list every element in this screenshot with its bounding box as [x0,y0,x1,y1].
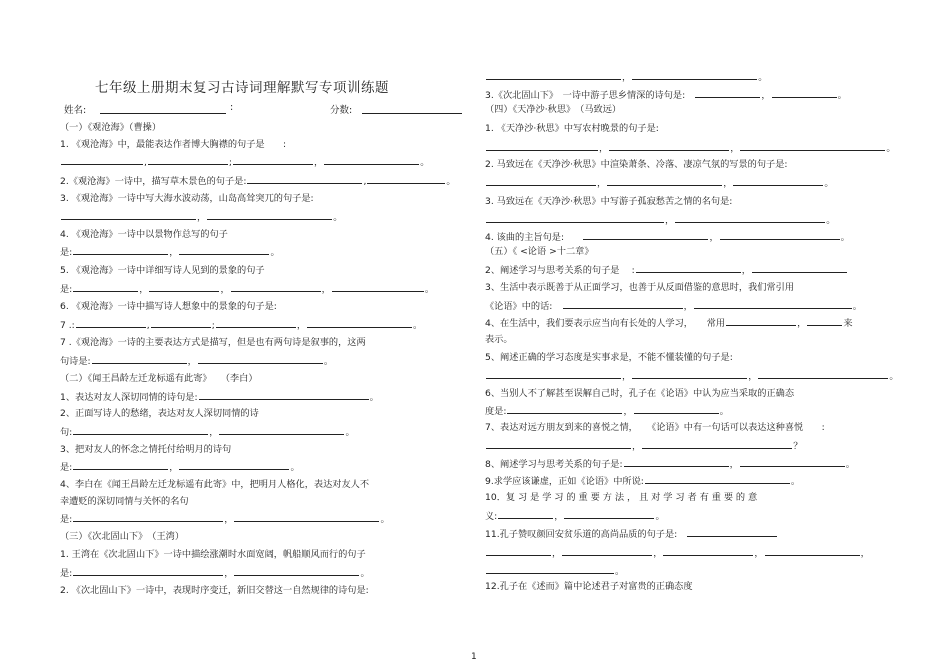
question-text: 。 [413,320,423,331]
answer-blank[interactable] [624,457,729,467]
answer-blank[interactable] [634,404,719,414]
question-text: 11.孔子赞叹颜回安贫乐道的高尚品质的句子是: [485,529,687,540]
question-text: 。 [369,392,379,403]
right-line [485,351,895,364]
question-text: 。 [360,568,370,579]
question-text: ; [228,157,233,168]
question-text: （五）《 <论语 >十二章》 [485,246,594,257]
answer-blank[interactable] [507,404,622,414]
answer-blank[interactable] [149,282,219,292]
question-text: ， [729,459,739,470]
question-text: 是: [60,284,73,295]
question-text: （一）《观沧海》（曹操） [60,122,162,133]
question-text: ， [623,406,633,417]
question-text: ， [665,215,675,226]
answer-blank[interactable] [179,245,269,255]
right-line [485,580,895,593]
left-line [60,443,470,456]
question-text: 1. 王湾在《次北固山下》一诗中描绘涨潮时水面宽阔，帆船顺风而行的句子 [60,549,366,560]
left-line [60,495,470,508]
right-line [485,333,895,346]
answer-blank[interactable] [324,155,419,165]
answer-blank[interactable] [76,318,146,328]
answer-blank[interactable] [498,509,553,519]
answer-blank[interactable] [562,546,652,556]
question-text: ， [622,72,632,83]
answer-blank[interactable] [231,282,321,292]
question-text: 句诗是: [60,356,91,367]
right-line [485,509,895,523]
question-text: ？ [793,441,803,452]
answer-blank[interactable] [726,316,796,326]
answer-blank[interactable] [765,546,860,556]
question-text: 1. 《观沧海》中，最能表达作者博大胸襟的句子是 : [60,139,287,150]
question-text: 幸遭贬的深切同情与关怀的名句 [60,496,189,507]
question-text: 8、阐述学习与思考关系的句子是: [485,459,623,470]
right-line [485,122,895,135]
answer-blank[interactable] [234,512,379,522]
question-text: 度是: [485,406,507,417]
question-text: ， [552,548,562,559]
right-line [485,387,895,400]
right-line [485,299,895,313]
question-text: 来 [843,318,853,329]
left-line [60,425,470,439]
answer-blank[interactable] [720,230,840,240]
question-text: ， [860,548,870,559]
right-line [485,491,895,504]
question-text: 是: [60,514,73,525]
question-text: 。 [270,247,280,258]
question-text: 。 [345,427,355,438]
question-text: 12.孔子在《述而》篇中论述君子对富贵的正确态度 [485,581,693,592]
question-text: ， [748,371,758,382]
right-line [485,158,895,171]
left-line [60,318,470,332]
answer-blank[interactable] [151,318,211,328]
answer-blank[interactable] [207,210,332,220]
answer-blank[interactable] [733,176,823,186]
answer-blank[interactable] [687,527,777,537]
answer-blank[interactable] [694,299,852,309]
question-text: ， [597,178,607,189]
question-text: ， [224,568,234,579]
question-text: 。 [380,514,390,525]
answer-blank[interactable] [92,354,187,364]
left-line [60,512,470,526]
right-line [485,404,895,418]
answer-blank[interactable] [642,439,792,449]
name-colon: : [230,102,234,113]
question-text: ， [296,320,307,331]
left-line [60,174,470,188]
answer-blank[interactable] [73,282,138,292]
left-line [60,228,470,241]
left-line [60,584,470,597]
question-text: 3. 马致远在《天净沙·秋思》中写游子孤寂愁苦之情的名句是: [485,196,733,207]
answer-blank[interactable] [486,176,596,186]
question-text: 。 [889,371,899,382]
question-text: 7 .: [60,320,75,331]
question-text: 。 [837,90,847,101]
question-text: 表示。 [485,334,513,345]
question-text: 是: [60,568,73,579]
question-text: 4、李白在《闻王昌龄左迁龙标遥有此寄》中，把明月人格化，表达对友人不 [60,479,370,490]
question-text: 。 [615,566,625,577]
left-line [60,245,470,259]
question-text: ， [197,212,207,223]
left-line [60,354,470,368]
answer-blank[interactable] [609,141,729,151]
question-text: 9.求学应该谦虚，正如《论语》中所说: [485,476,644,487]
question-text: 3.《次北固山下》 一诗中游子思乡情深的诗句是: [485,90,695,101]
question-text: ， [139,284,149,295]
left-line [60,566,470,580]
right-line [485,88,895,102]
left-line [60,530,470,543]
right-line [485,564,895,578]
answer-blank[interactable] [216,318,296,328]
question-text: ， [653,548,663,559]
right-line [485,245,895,258]
question-text: ， [187,356,197,367]
question-text: ， [220,284,230,295]
question-text: 6、当别人不了解甚至误解自己时，孔子在《论语》中认为应当采取的正确态 [485,388,795,399]
question-text: 。 [840,232,850,243]
answer-blank[interactable] [233,155,313,165]
answer-blank[interactable] [740,457,845,467]
question-text: , [363,176,367,187]
question-text: 2、阐述学习与思考关系的句子是 : [485,265,635,276]
question-text: （二）《闻王昌龄左迁龙标遥有此寄》 （李白） [60,373,258,384]
page-number: 1 [471,652,477,662]
question-text: ; [211,320,215,331]
right-line [485,439,895,453]
left-line [60,372,470,385]
question-text: 5. 《观沧海》一诗中详细写诗人见到的景象的句子 [60,265,265,276]
question-text: ， [209,427,219,438]
question-text: ， [224,514,234,525]
right-line [485,527,895,541]
answer-blank[interactable] [632,369,747,379]
left-line [60,478,470,491]
answer-blank[interactable] [807,316,842,326]
question-text: 。 [420,157,430,168]
question-text: 2、正面写诗人的愁绪，表达对友人深切同情的诗 [60,408,259,419]
right-line [485,230,895,244]
question-text: ， [761,90,771,101]
answer-blank[interactable] [632,70,757,80]
question-text: 。 [323,356,334,367]
question-text: 10．复 习 是 学 习 的 重 要 方 法 ， 且 对 学 习 者 有 重 要 的 意 [485,492,758,503]
question-text: 3、生活中表示既善于从正面学习，也善于从反面借鉴的意思时，我们常引用 [485,282,795,293]
right-line [485,176,895,190]
question-text: 4、在生活中，我们要表示应当向有长处的人学习， 常用 [485,318,726,329]
answer-blank[interactable] [73,566,223,576]
answer-blank[interactable] [583,230,708,240]
question-text: 2. 马致远在《天净沙·秋思》中渲染萧条、冷落、凄凉气氛的写景的句子是: [485,159,788,170]
answer-blank[interactable] [563,299,683,309]
answer-blank[interactable] [332,282,424,292]
question-text: 《论语》中的话: [485,301,562,312]
answer-blank[interactable] [772,88,837,98]
question-text: 3、把对友人的怀念之情托付给明月的诗句 [60,444,232,455]
question-text: 。 [758,72,768,83]
question-text: 7、表达对远方朋友到来的喜悦之情， 《论语》中有一句话可以表达这种喜悦 : [485,422,825,433]
question-text: 4. 该曲的主旨句是: [485,232,583,243]
question-text: ， [169,462,179,473]
question-text: ， [321,284,331,295]
answer-blank[interactable] [758,369,888,379]
answer-blank[interactable] [219,425,344,435]
answer-blank[interactable] [695,88,760,98]
right-line [485,546,895,560]
left-line [60,138,470,151]
question-text: （四）《天净沙·秋思》 （马致远） [485,104,622,115]
question-text: ， [723,178,733,189]
question-text: （三）《次北固山下》 （王湾） [60,531,185,542]
answer-blank[interactable] [198,354,323,364]
answer-blank[interactable] [61,210,196,220]
right-line [485,195,895,208]
right-line [485,263,895,277]
left-line [60,390,470,404]
answer-blank[interactable] [367,174,445,184]
question-text: 。 [852,301,862,312]
question-text: 。 [446,176,456,187]
answer-blank[interactable] [663,546,753,556]
question-text: 7 .《观沧海》一诗的主要表达方式是描写，但是也有两句诗是叙事的，这两 [60,337,366,348]
answer-blank[interactable] [199,390,369,400]
answer-blank[interactable] [607,176,722,186]
question-text: 是: [60,462,73,473]
right-line [485,70,895,84]
question-text: 1、表达对友人深切同情的诗句是: [60,392,198,403]
answer-blank[interactable] [73,245,168,255]
answer-blank[interactable] [636,263,741,273]
answer-blank[interactable] [486,439,631,449]
right-line [485,141,895,155]
left-line [60,264,470,277]
score-blank[interactable] [362,103,462,114]
answer-blank[interactable] [148,155,228,165]
question-text: ， [622,371,632,382]
question-text: ， [599,143,609,154]
answer-blank[interactable] [486,546,551,556]
answer-blank[interactable] [73,425,208,435]
answer-blank[interactable] [61,155,143,165]
answer-blank[interactable] [73,460,168,470]
right-line [485,316,895,330]
answer-blank[interactable] [179,460,289,470]
question-text: 。 [719,406,729,417]
question-text: ， [169,247,179,258]
answer-blank[interactable] [740,141,885,151]
left-line [60,121,470,134]
question-text: 。 [333,212,343,223]
left-line [60,407,470,420]
question-text: , [146,320,150,331]
right-line [485,421,895,434]
right-line [485,103,895,116]
answer-blank[interactable] [645,474,790,484]
page-title: 七年级上册期末复习古诗词理解默写专项训练题 [95,80,389,96]
right-line [485,457,895,471]
question-text: 3. 《观沧海》一诗中写大海水波动荡，山岛高耸突兀的句子是: [60,193,314,204]
question-text: 。 [845,459,855,470]
question-text: 2.《观沧海》一诗中，描写草木景色的句子是: [60,176,247,187]
question-text: 。 [826,215,836,226]
answer-blank[interactable] [486,564,614,574]
question-text: 。 [886,143,896,154]
answer-blank[interactable] [486,70,621,80]
question-text: ， [554,511,564,522]
question-text: 义: [485,511,498,522]
left-line [60,192,470,205]
answer-blank[interactable] [307,318,412,328]
left-line [60,300,470,313]
question-text: 6. 《观沧海》一诗中描写诗人想象中的景象的句子是: [60,301,277,312]
question-text: 4. 《观沧海》一诗中以景物作总写的句子 [60,229,228,240]
question-text: 。 [290,462,300,473]
score-label: 分数: [330,105,353,116]
answer-blank[interactable] [752,263,847,273]
name-blank[interactable] [100,103,226,114]
question-text: 。 [655,511,665,522]
question-text: 2. 《次北固山下》一诗中，表现时序变迁，新旧交替这一自然规律的诗句是: [60,585,369,596]
answer-blank[interactable] [486,141,598,151]
question-text: ， [314,157,324,168]
answer-blank[interactable] [675,213,825,223]
question-text: ， [683,301,693,312]
question-text: ， [741,265,751,276]
answer-blank[interactable] [73,512,223,522]
question-text: 句: [60,427,73,438]
question-text: 是: [60,247,73,258]
right-line [485,213,895,227]
question-text: 5、阐述正确的学习态度是实事求是，不能不懂装懂的句子是: [485,352,733,363]
answer-blank[interactable] [564,509,654,519]
left-line [60,548,470,561]
left-line [60,460,470,474]
answer-blank[interactable] [247,174,362,184]
answer-blank[interactable] [234,566,359,576]
right-line [485,474,895,488]
question-text: 。 [424,284,435,295]
right-line [485,281,895,294]
question-text: 1. 《天净沙·秋思》中写农村晚景的句子是: [485,123,659,134]
name-label: 姓名: [64,105,87,116]
left-line [60,155,470,169]
question-text: ， [754,548,764,559]
left-line [60,210,470,224]
left-line [60,336,470,349]
answer-blank[interactable] [486,369,621,379]
answer-blank[interactable] [486,213,664,223]
question-text: ， [709,232,719,243]
question-text: ， [797,318,807,329]
question-text: 。 [824,178,834,189]
right-line [485,369,899,383]
question-text: ， [632,441,642,452]
left-line [60,282,470,296]
question-text: ， [730,143,740,154]
question-text: 。 [790,476,801,487]
question-text: , [144,157,147,168]
